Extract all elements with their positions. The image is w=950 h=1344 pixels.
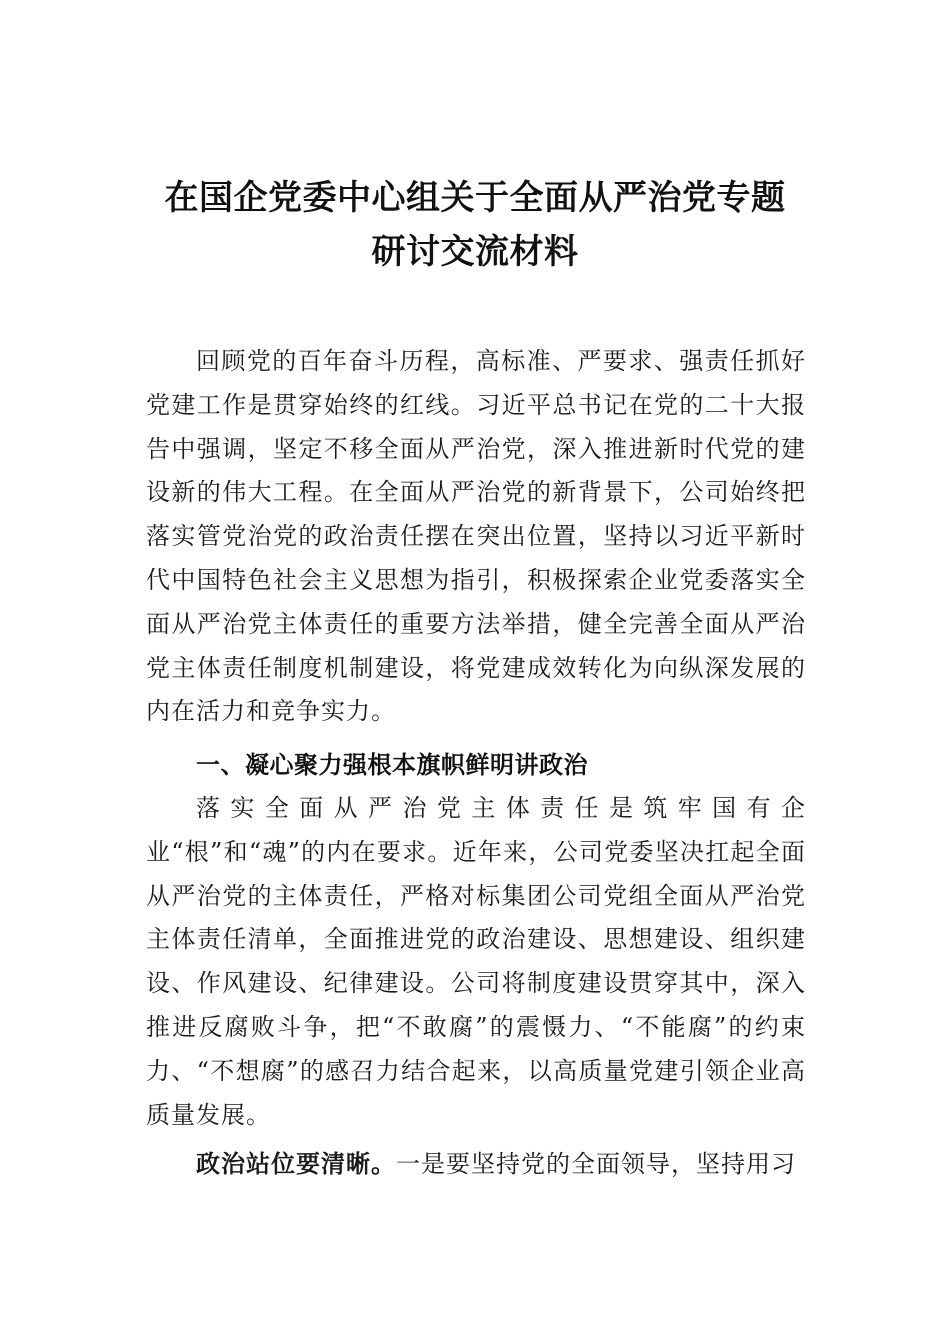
section-1-heading: 一、凝心聚力强根本旗帜鲜明讲政治 (196, 751, 588, 779)
document-title-line-1: 在国企党委中心组关于全面从严治党专题 (164, 178, 786, 218)
political-stance-paragraph (146, 1143, 806, 1187)
document-title-line-2: 研讨交流材料 (371, 232, 579, 272)
paragraph-lead-phrase: 政治站位要清晰。 (196, 1150, 396, 1178)
section-1-paragraph: 落实全面从严治党主体责任是筑牢国有企业“根”和“魂”的内在要求。近年来，公司党委坚决扛起全面从严治党的主体责任，严格对标集团公司党组全面从严治党主体责任清单，全面推进党的政治建设、思想建设、组织建设、作风建设、纪律建设。公司将制度建设贯穿其中，深入推进反腐败斗争，把“不敢腐”的震慑力、“不能腐”的约束力、“不想腐”的感召力结合起来，以高质量党建引领企业高质量发展。 (146, 794, 806, 1129)
paragraph-text: 一是要坚持党的全面领导，坚持用习 (396, 1150, 796, 1178)
intro-paragraph: 回顾党的百年奋斗历程，高标准、严要求、强责任抓好党建工作是贯穿始终的红线。习近平总书记在党的二十大报告中强调，坚定不移全面从严治党，深入推进新时代党的建设新的伟大工程。在全面从严治党的新背景下，公司始终把落实管党治党的政治责任摆在突出位置，坚持以习近平新时代中国特色社会主义思想为指引，积极探索企业党委落实全面从严治党主体责任的重要方法举措，健全完善全面从严治党主体责任制度机制建设，将党建成效转化为向纵深发展的内在活力和竞争实力。 (146, 347, 806, 726)
